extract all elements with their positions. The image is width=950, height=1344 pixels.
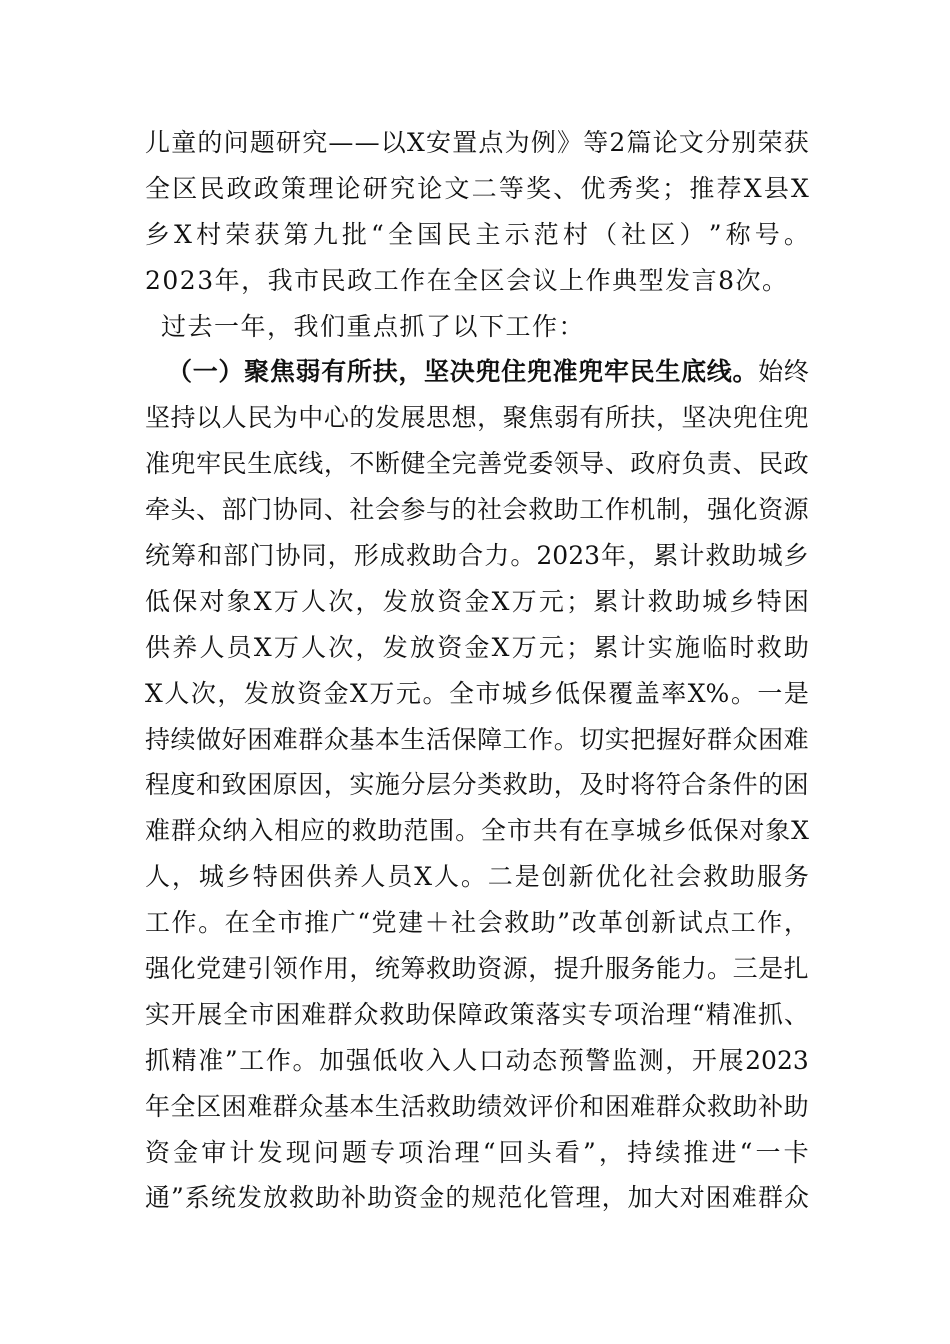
body-text <box>145 120 809 1221</box>
text-line: 牵 头 、 部 门 协 同 、 社 会 参 与 的 社 会 救 助 工 作 机 制 ， 强 化 资 源 <box>145 495 809 525</box>
text-line: 程 度 和 致 困 原 因 ， 实 施 分 层 分 类 救 助 ， 及 时 将 符 合 条 件 的 困 <box>145 770 809 800</box>
text-line: 统 筹 和 部 门 协 同 ， 形 成 救 助 合 力 。 2023 年 ， 累 计 救 助 城 乡 <box>145 541 809 571</box>
text-line: 难 群 众 纳 入 相 应 的 救 助 范 围 。 全 市 共 有 在 享 城 乡 低 保 对 象 X <box>145 816 809 846</box>
text-line: 年 全 区 困 难 群 众 基 本 生 活 救 助 绩 效 评 价 和 困 难 群 众 救 助 补 助 <box>145 1091 809 1121</box>
text-line: 工 作 。 在 全 市 推 广 “ 党 建 ＋ 社 会 救 助 ” 改 革 创 新 试 点 工 作 ， <box>145 908 809 938</box>
text-line: X 人 次 ， 发 放 资 金 X 万 元 。 全 市 城 乡 低 保 覆 盖 率 X% 。 一 是 <box>145 678 809 708</box>
paragraph-intro <box>145 304 809 350</box>
text-line: 资 金 审 计 发 现 问 题 专 项 治 理 “ 回 头 看 ” ， 持 续 推 进 “ 一 卡 <box>145 1137 809 1167</box>
text-line: 儿 童 的 问 题 研 究 — — 以 X 安 置 点 为 例 》 等 2 篇 论 文 分 别 荣 获 <box>145 128 809 157</box>
text-line <box>145 304 809 350</box>
text-line: 通 ” 系 统 发 放 救 助 补 助 资 金 的 规 范 化 管 理 ， 加 大 对 困 难 群 众 <box>145 1183 809 1213</box>
line-text: 2023年，我市民政工作在全区会议上作典型发言8次。 <box>145 265 789 295</box>
text-line: 坚 持 以 人 民 为 中 心 的 发 展 思 想 ， 聚 焦 弱 有 所 扶 ， 坚 决 兜 住 兜 <box>145 403 809 433</box>
text-line: 供 养 人 员 X 万 人 次 ， 发 放 资 金 X 万 元 ； 累 计 实 施 临 时 救 助 <box>145 632 809 662</box>
section-heading-line: （ 一 ） 聚 焦 弱 有 所 扶 ， 坚 决 兜 住 兜 准 兜 牢 民 生 底 线 。 始 终 <box>167 357 809 387</box>
text-line: 持 续 做 好 困 难 群 众 基 本 生 活 保 障 工 作 。 切 实 把 握 好 群 众 困 难 <box>145 724 809 754</box>
line-text: 过去一年，我们重点抓了以下工作： <box>161 311 586 341</box>
text-line <box>145 258 809 304</box>
text-line: 实 开 展 全 市 困 难 群 众 救 助 保 障 政 策 落 实 专 项 治 理 “ 精 准 抓 、 <box>145 999 809 1029</box>
text-line: 人 ， 城 乡 特 困 供 养 人 员 X 人 。 二 是 创 新 优 化 社 会 救 助 服 务 <box>145 862 809 892</box>
text-line: 强 化 党 建 引 领 作 用 ， 统 筹 救 助 资 源 ， 提 升 服 务 能 力 。 三 是 扎 <box>145 954 809 984</box>
paragraph-section-one <box>145 349 809 1221</box>
text-line: 准 兜 牢 民 生 底 线 ， 不 断 健 全 完 善 党 委 领 导 、 政 府 负 责 、 民 政 <box>145 449 809 479</box>
text-line: 低 保 对 象 X 万 人 次 ， 发 放 资 金 X 万 元 ； 累 计 救 助 城 乡 特 困 <box>145 586 809 616</box>
text-line: 乡 X 村 荣 获 第 九 批 “ 全 国 民 主 示 范 村 （ 社 区 ） ” 称 号 。 <box>145 219 809 249</box>
text-line: 全 区 民 政 政 策 理 论 研 究 论 文 二 等 奖 、 优 秀 奖 ； 推 荐 X 县 X <box>145 173 809 203</box>
paragraph-achievements-continued <box>145 120 809 304</box>
text-line: 抓 精 准 ” 工 作 。 加 强 低 收 入 人 口 动 态 预 警 监 测 ， 开 展 2023 <box>145 1045 809 1075</box>
